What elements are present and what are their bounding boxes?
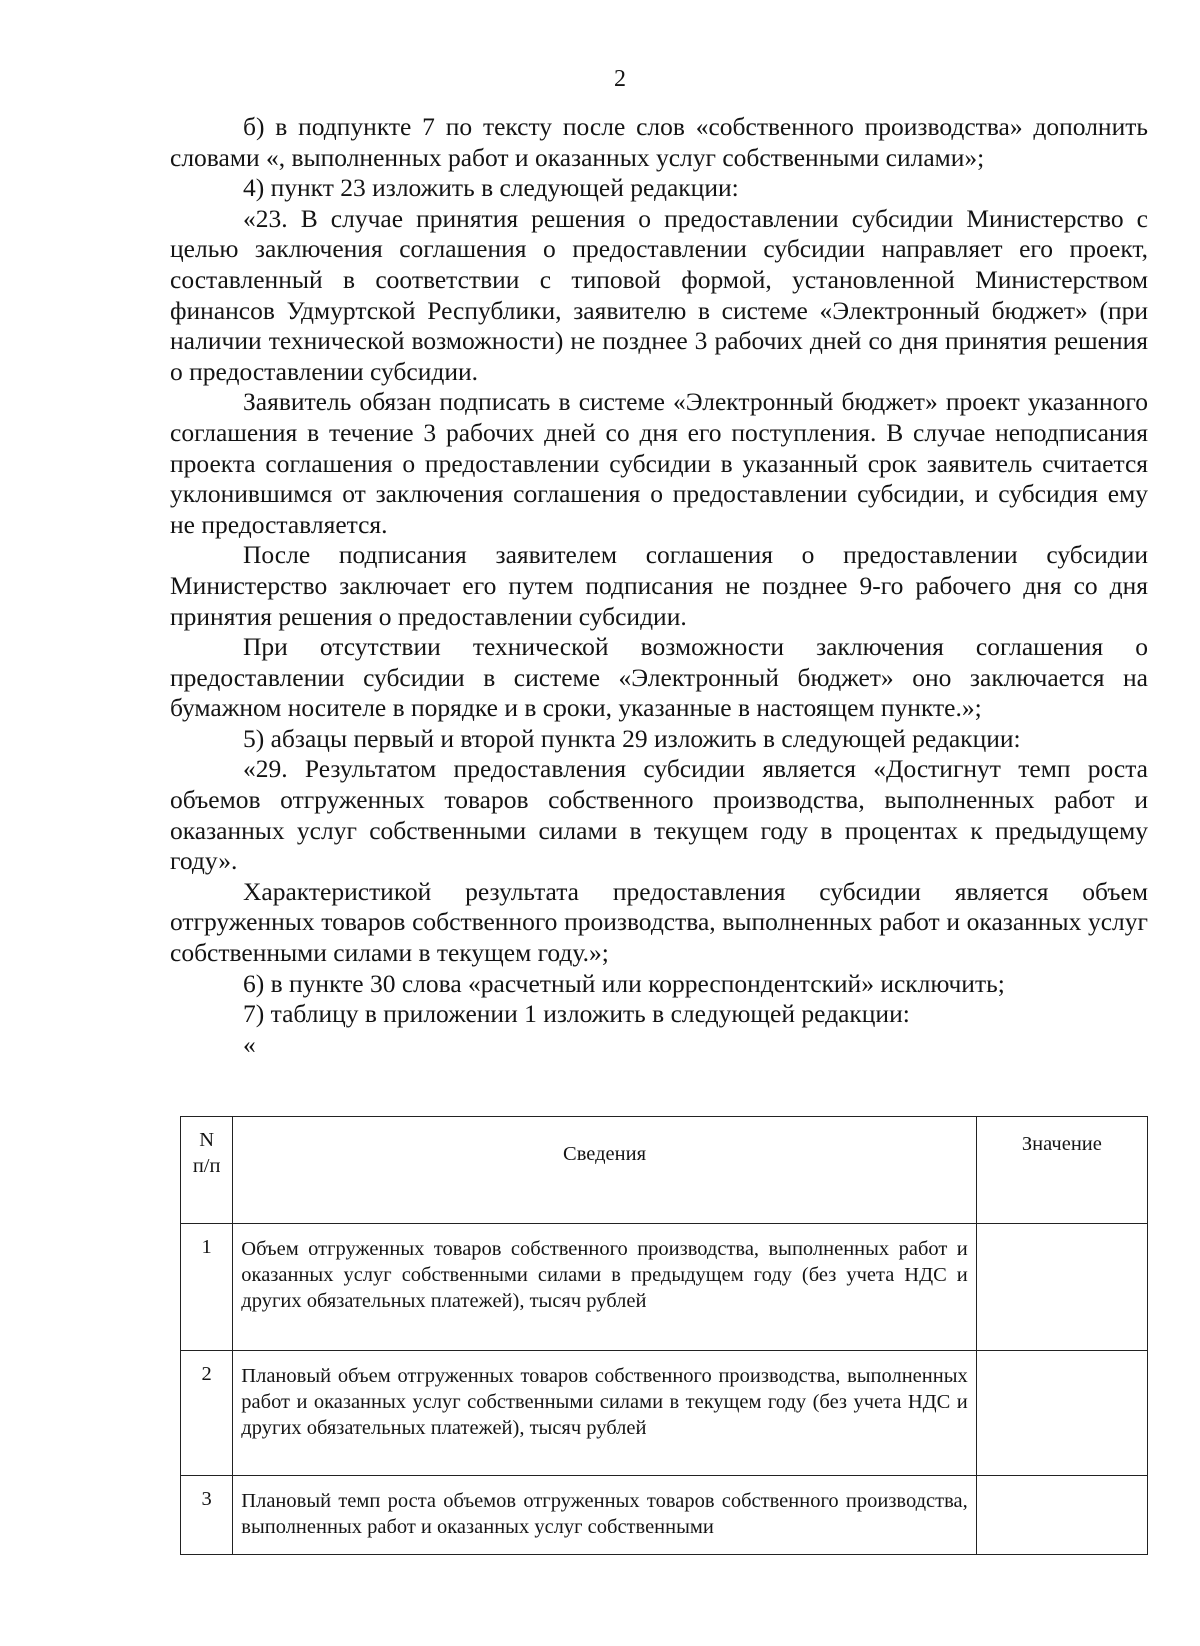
row-info: Объем отгруженных товаров собственного производства, выполненных работ и оказанных услуг собственными силами в предыдущем году (без учета НДС и других обязательных платежей), тысяч рублей: [233, 1224, 976, 1351]
row-value: [976, 1351, 1147, 1476]
appendix-table: [180, 1116, 1148, 1555]
header-number: [181, 1117, 233, 1224]
header-value: Значение: [976, 1117, 1147, 1224]
row-info: Плановый объем отгруженных товаров собственного производства, выполненных работ и оказанных услуг собственными силами в текущем году (без учета НДС и других обязательных платежей), тысяч рублей: [233, 1351, 976, 1476]
row-number: 3: [181, 1476, 233, 1555]
paragraph-item-4: 4) пункт 23 изложить в следующей редакции:: [243, 173, 739, 203]
table-row: [181, 1351, 1148, 1476]
paragraph-item-6: 6) в пункте 30 слова «расчетный или корреспондентский» исключить;: [243, 968, 1005, 998]
paragraph-no-technical-possibility: При отсутствии технической возможности заключения соглашения о предоставлении субсидии в системе «Электронный бюджет» оно заключается на бумажном носителе в порядке и в сроки, указанные в настоящем пункте.»;: [170, 632, 1148, 723]
paragraph-point-23: «23. В случае принятия решения о предоставлении субсидии Министерство с целью заключения соглашения о предоставлении субсидии направляет его проект, составленный в соответствии с типовой формой, установленной Министерством финансов Удмуртской Республики, заявителю в системе «Электронный бюджет» (при наличии технической возможности) не позднее 3 рабочих дней со дня принятия решения о предоставлении субсидии.: [170, 203, 1148, 386]
row-value: [976, 1476, 1147, 1555]
header-number-line1: N: [199, 1129, 215, 1151]
paragraph-item-5: 5) абзацы первый и второй пункта 29 изложить в следующей редакции:: [243, 723, 1021, 753]
row-info: Плановый темп роста объемов отгруженных товаров собственного производства, выполненных работ и оказанных услуг собственными: [233, 1476, 976, 1555]
table-row: [181, 1476, 1148, 1555]
row-number: 2: [181, 1351, 233, 1476]
document-body: [170, 112, 1148, 1058]
row-value: [976, 1224, 1147, 1351]
table-opening-quote: «: [243, 1029, 256, 1059]
header-number-line2: п/п: [192, 1155, 221, 1177]
paragraph-subpoint-b: б) в подпункте 7 по тексту после слов «собственного производства» дополнить словами «, выполненных работ и оказанных услуг собственными силами»;: [170, 112, 1148, 172]
paragraph-point-29: «29. Результатом предоставления субсидии является «Достигнут темп роста объемов отгруженных товаров собственного производства, выполненных работ и оказанных услуг собственными силами в текущем году в процентах к предыдущему году».: [170, 754, 1148, 876]
paragraph-applicant-obliged: Заявитель обязан подписать в системе «Электронный бюджет» проект указанного соглашения в течение 3 рабочих дней со дня его поступления. В случае неподписания проекта соглашения о предоставлении субсидии в указанный срок заявитель считается уклонившимся от заключения соглашения о предоставлении субсидии, и субсидия ему не предоставляется.: [170, 387, 1148, 539]
table-row: [181, 1224, 1148, 1351]
header-info: Сведения: [233, 1117, 976, 1224]
page-number: 2: [614, 66, 626, 92]
table-header-row: [181, 1117, 1148, 1224]
paragraph-after-signing: После подписания заявителем соглашения о предоставлении субсидии Министерство заключает его путем подписания не позднее 9-го рабочего дня со дня принятия решения о предоставлении субсидии.: [170, 540, 1148, 631]
paragraph-result-characteristic: Характеристикой результата предоставления субсидии является объем отгруженных товаров собственного производства, выполненных работ и оказанных услуг собственными силами в текущем году.»;: [170, 876, 1148, 968]
row-number: 1: [181, 1224, 233, 1351]
paragraph-item-7: 7) таблицу в приложении 1 изложить в следующей редакции:: [243, 999, 910, 1029]
